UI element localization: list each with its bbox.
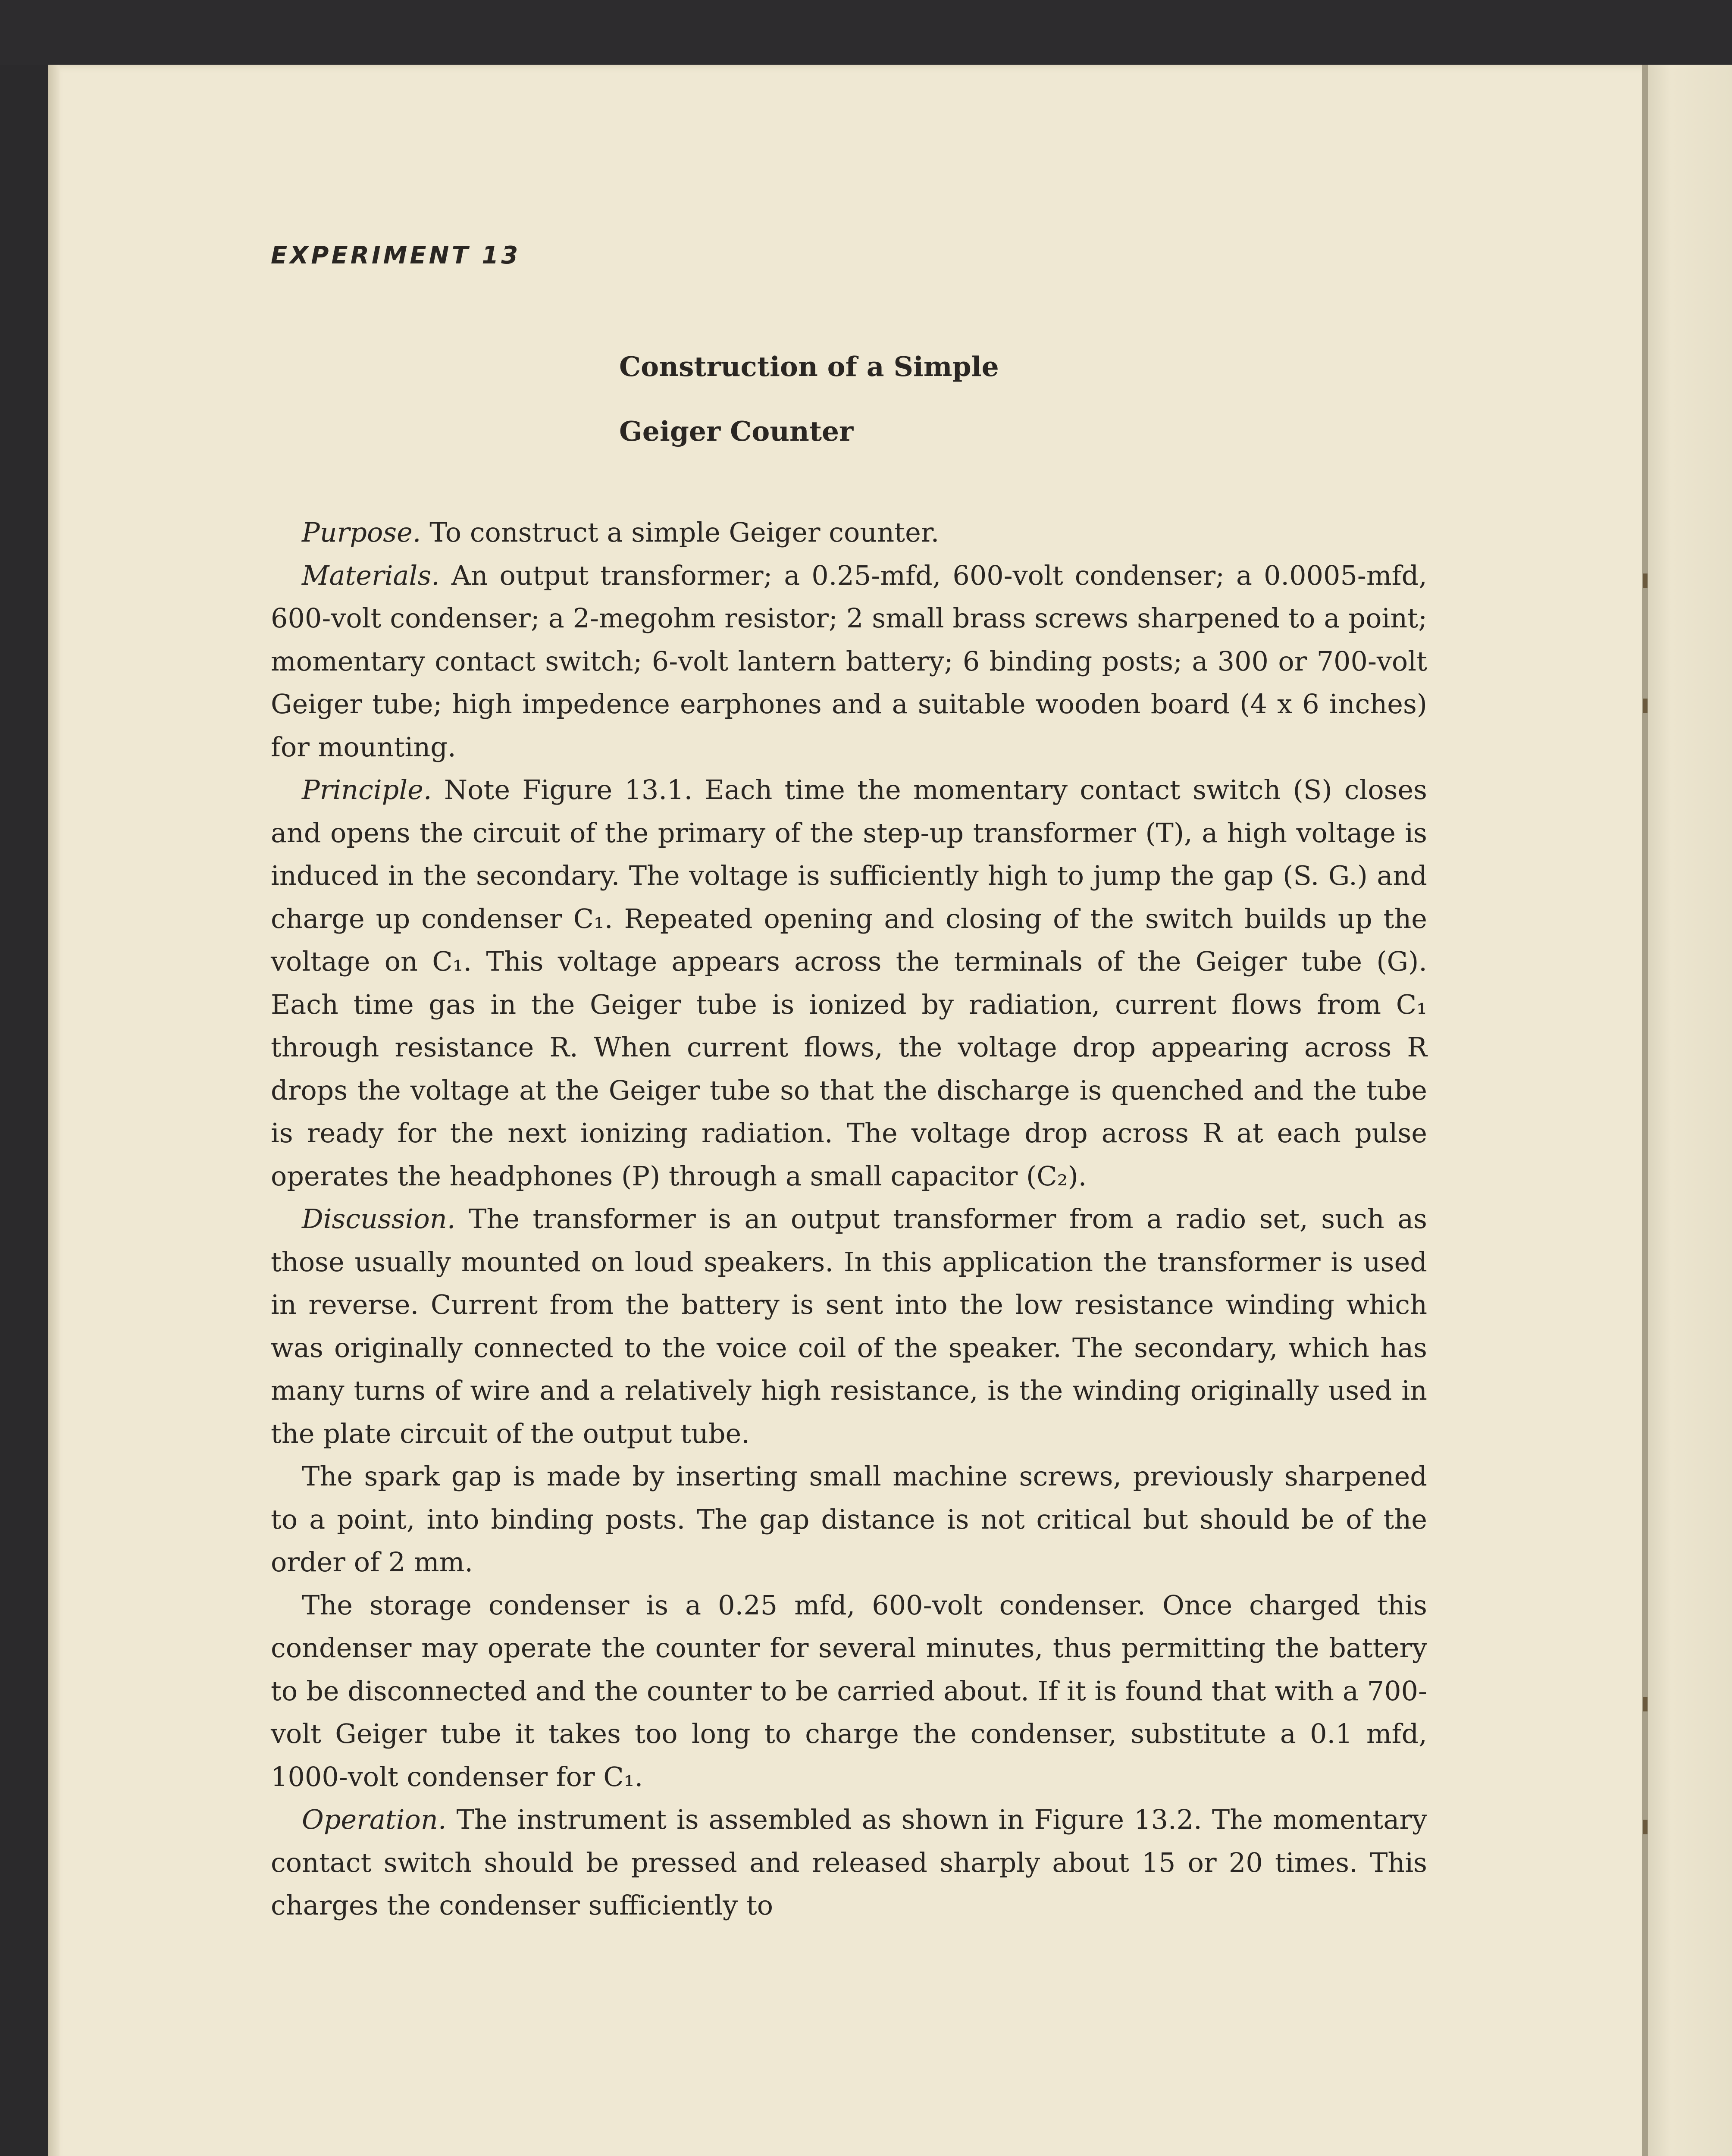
spark-gap-text: The spark gap is made by inserting small machine screws, previously sharpened to a point, into binding posts. The gap distance is not critical but should be of the order of 2 mm. bbox=[271, 1460, 1427, 1578]
page-stack-edge bbox=[48, 65, 60, 2156]
discussion-text: The transformer is an output transformer from a radio set, such as those usually mounted on loud speakers. In this application the transformer is used in reverse. Current from the battery is sent into the low resistance winding which was originally connected to the voice coil of the speaker. The secondary, which has many turns of wire and a relatively high resistance, is the winding originally used in the plate circuit of the output tube. bbox=[271, 1203, 1427, 1449]
facing-page-edge bbox=[1645, 65, 1732, 2156]
materials-paragraph bbox=[271, 554, 1427, 769]
binding-thread-mark bbox=[1643, 1820, 1647, 1834]
purpose-text: To construct a simple Geiger counter. bbox=[429, 517, 940, 548]
title-line-2: Geiger Counter bbox=[619, 415, 854, 447]
storage-condenser-text: The storage condenser is a 0.25 mfd, 600-volt condenser. Once charged this condenser may operate the counter for several minutes, thus permitting the battery to be disconnected and the counter to be carried about. If it is found that with a 700-volt Geiger tube it takes too long to charge the condenser, substitute a 0.1 mfd, 1000-volt condenser for C₁. bbox=[271, 1589, 1427, 1792]
binding-thread-mark bbox=[1643, 699, 1647, 713]
purpose-label: Purpose. bbox=[302, 517, 421, 548]
materials-label: Materials. bbox=[302, 559, 440, 591]
purpose-paragraph bbox=[271, 511, 1427, 554]
principle-paragraph bbox=[271, 768, 1427, 1197]
scan-background bbox=[0, 0, 1732, 65]
experiment-title bbox=[271, 334, 1427, 464]
principle-text: Note Figure 13.1. Each time the momentary contact switch (S) closes and opens the circuit of the primary of the step-up transformer (T), a high voltage is induced in the secondary. The voltage is sufficiently high to jump the gap (S. G.) and charge up condenser C₁. Repeated opening and closing of the switch builds up the voltage on C₁. This voltage appears across the terminals of the Geiger tube (G). Each time gas in the Geiger tube is ionized by radiation, current flows from C₁ through resistance R. When current flows, the voltage drop appearing across R drops the voltage at the Geiger tube so that the discharge is quenched and the tube is ready for the next ionizing radiation. The voltage drop across R at each pulse operates the headphones (P) through a small capacitor (C₂). bbox=[271, 774, 1427, 1192]
operation-text: The instrument is assembled as shown in Figure 13.2. The momentary contact switch should be pressed and released sharply about 15 or 20 times. This charges the condenser sufficiently to bbox=[271, 1804, 1427, 1921]
operation-label: Operation. bbox=[302, 1804, 447, 1835]
page-content bbox=[271, 241, 1427, 1927]
operation-paragraph bbox=[271, 1798, 1427, 1927]
spark-gap-paragraph bbox=[271, 1455, 1427, 1584]
storage-condenser-paragraph bbox=[271, 1584, 1427, 1799]
experiment-heading: EXPERIMENT 13 bbox=[271, 241, 521, 270]
binding-thread-mark bbox=[1643, 573, 1647, 588]
binding-gutter bbox=[1642, 65, 1648, 2156]
discussion-label: Discussion. bbox=[302, 1203, 456, 1235]
binding-thread-mark bbox=[1643, 1697, 1647, 1711]
title-line-1: Construction of a Simple bbox=[619, 351, 999, 382]
materials-text: An output transformer; a 0.25-mfd, 600-volt condenser; a 0.0005-mfd, 600-volt condenser; a 2-megohm resistor; 2 small brass screws sharpened to a point; momentary contact switch; 6-volt lantern battery; 6 binding posts; a 300 or 700-volt Geiger tube; high impedence earphones and a suitable wooden board (4 x 6 inches) for mounting. bbox=[271, 559, 1427, 763]
discussion-paragraph bbox=[271, 1197, 1427, 1455]
principle-label: Principle. bbox=[302, 774, 432, 805]
